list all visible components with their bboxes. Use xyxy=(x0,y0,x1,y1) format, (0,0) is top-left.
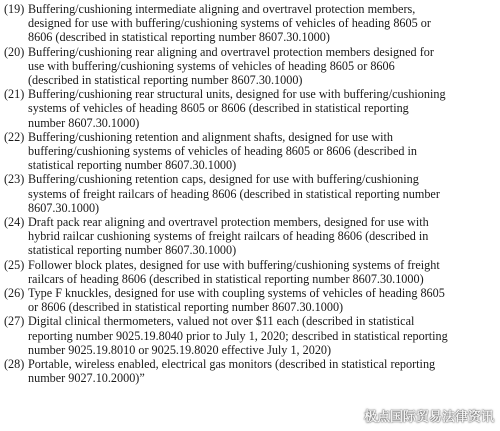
item-text: Buffering/cushioning intermediate aligning and overtravel protection members, designed for use with buffering/cushioning systems of vehicles of heading 8605 or 8606 (described in statistical reporting number 8607.30.1000) xyxy=(28,2,431,45)
list-item xyxy=(4,2,496,45)
item-text: Follower block plates, designed for use with buffering/cushioning systems of freight railcars of heading 8606 (described in statistical reporting number 8607.30.1000) xyxy=(28,257,440,286)
list-item xyxy=(4,258,496,286)
item-text: Draft pack rear aligning and overtravel protection members, designed for use with hybrid railcar cushioning systems of freight railcars of heading 8606 (described in statistical reporting number 8607.30.1000) xyxy=(28,215,429,258)
item-number: (23) xyxy=(4,172,25,187)
item-text: Buffering/cushioning retention caps, designed for use with buffering/cushioning systems of freight railcars of heading 8606 (described in statistical reporting number 8607.30.1000) xyxy=(28,172,440,215)
item-text: Buffering/cushioning retention and alignment shafts, designed for use with buffering/cushioning systems of vehicles of heading 8605 or 8606 (described in statistical reporting number 8607.30.1000) xyxy=(28,129,418,173)
item-text: Digital clinical thermometers, valued not over $11 each (described in statistical reporting number 9025.19.8040 prior to July 1, 2020; described in statistical reporting number 9025.19.8010 or 9025.19.8020 effective July 1, 2020) xyxy=(28,314,448,357)
list-item xyxy=(4,45,496,88)
item-number: (19) xyxy=(4,2,25,16)
item-text: Type F knuckles, designed for use with coupling systems of vehicles of heading 8605 or 8606 (described in statistical reporting number 8607.30.1000) xyxy=(28,286,445,315)
item-number: (27) xyxy=(4,314,25,329)
item-text: Buffering/cushioning rear structural units, designed for use with buffering/cushioning systems of vehicles of heading 8605 or 8606 (described in statistical reporting number 8607.30.1000) xyxy=(28,87,446,130)
list-item xyxy=(4,130,496,173)
item-number: (24) xyxy=(4,215,25,230)
list-item xyxy=(4,357,496,385)
list-item xyxy=(4,87,496,130)
list-item xyxy=(4,172,496,215)
item-number: (25) xyxy=(4,257,25,272)
list-item xyxy=(4,215,496,258)
item-text: Portable, wireless enabled, electrical gas monitors (described in statistical reporting number 9027.10.2000)” xyxy=(28,357,436,386)
list-item xyxy=(4,286,496,314)
item-number: (20) xyxy=(4,44,25,59)
item-number: (21) xyxy=(4,87,25,102)
list-item xyxy=(4,314,496,357)
item-number: (22) xyxy=(4,129,25,144)
watermark-text: 极点国际贸易法律资讯 xyxy=(363,410,494,425)
item-number: (26) xyxy=(4,286,25,301)
item-number: (28) xyxy=(4,357,25,372)
item-text: Buffering/cushioning rear aligning and overtravel protection members designed for use with buffering/cushioning systems of vehicles of heading 8605 or 8606 (described in statistical reporting number 8607.30.1000) xyxy=(28,44,434,88)
